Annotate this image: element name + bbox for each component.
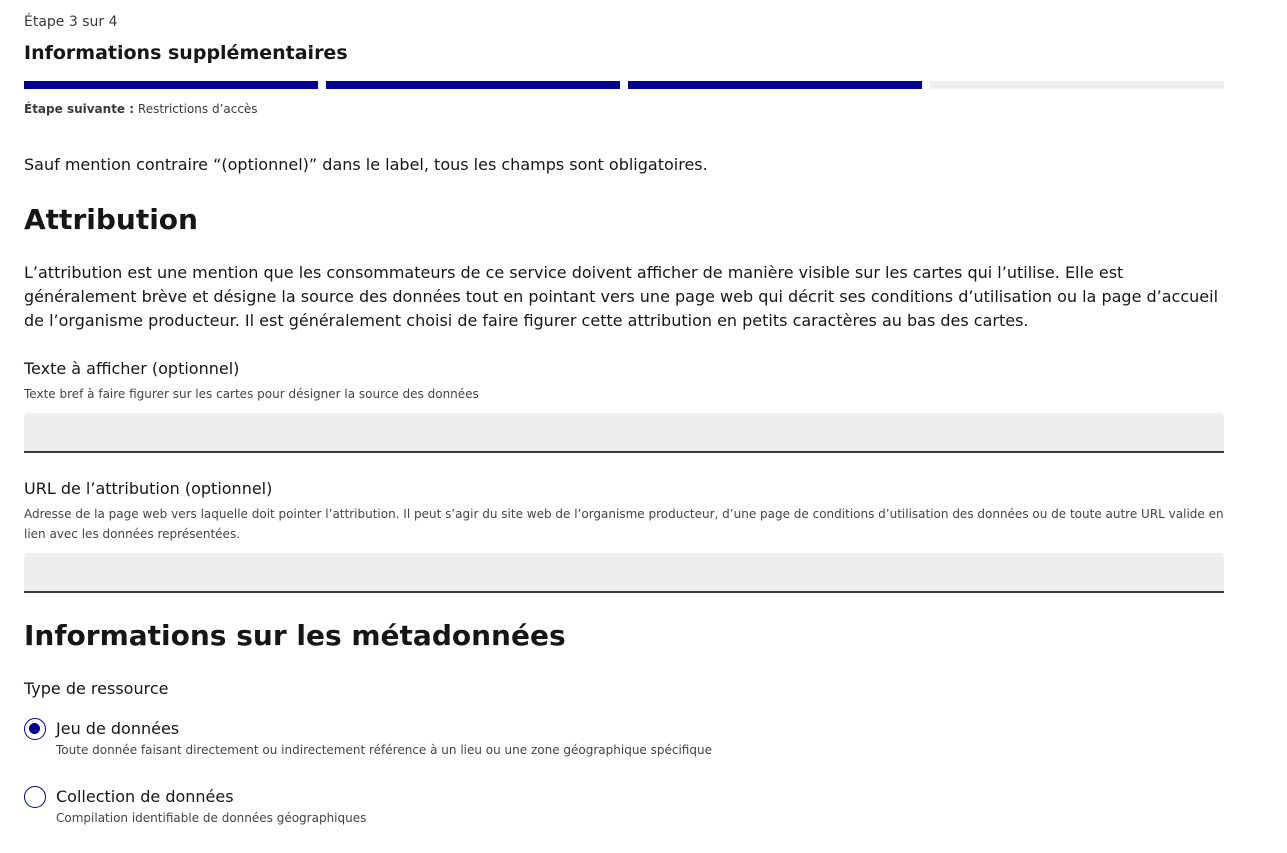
- attribution-url-hint: Adresse de la page web vers laquelle doit pointer l’attribution. Il peut s’agir du site web de l’organisme producteur, d’une page de conditions d’utilisation des données ou de toute autre URL valide en lien avec les données représentées.: [24, 507, 1224, 541]
- metadata-heading: Informations sur les métadonnées: [24, 619, 566, 652]
- radio-option-dataset[interactable]: [24, 718, 712, 760]
- step-segment-2: [326, 81, 620, 89]
- radio-hint-dataset: Toute donnée faisant directement ou indirectement référence à un lieu ou une zone géographique spécifique: [56, 743, 712, 757]
- radio-label-collection[interactable]: Collection de données: [56, 787, 234, 806]
- resource-type-legend: Type de ressource: [24, 679, 169, 698]
- attribution-description: L’attribution est une mention que les consommateurs de ce service doivent afficher de manière visible sur les cartes qui l’utilise. Elle est généralement brève et désigne la source des données tout en pointant vers une page web qui décrit ses conditions d’utilisation ou la page d’accueil de l’organisme producteur. Il est généralement choisi de faire figurer cette attribution en petits caractères au bas des cartes.: [24, 263, 1219, 330]
- attribution-heading: Attribution: [24, 203, 198, 236]
- attribution-text-input[interactable]: [24, 413, 1224, 453]
- next-step-value: Restrictions d’accès: [137, 102, 258, 116]
- step-segment-3: [628, 81, 922, 89]
- step-progress-bar: [24, 81, 1224, 89]
- attribution-url-label: URL de l’attribution (optionnel): [24, 479, 273, 498]
- radio-button-dataset[interactable]: [24, 718, 46, 740]
- radio-label-dataset[interactable]: Jeu de données: [56, 719, 180, 738]
- required-fields-notice: Sauf mention contraire “(optionnel)” dans le label, tous les champs sont obligatoires.: [24, 155, 708, 174]
- attribution-text-hint: Texte bref à faire figurer sur les cartes pour désigner la source des données: [24, 387, 479, 401]
- attribution-text-label: Texte à afficher (optionnel): [24, 359, 240, 378]
- radio-option-collection[interactable]: [24, 786, 366, 828]
- step-segment-1: [24, 81, 318, 89]
- attribution-url-input[interactable]: [24, 553, 1224, 593]
- next-step-label: Étape suivante :: [24, 102, 135, 116]
- step-segment-4: [930, 81, 1224, 89]
- radio-button-collection[interactable]: [24, 786, 46, 808]
- step-title: Informations supplémentaires: [24, 42, 348, 64]
- radio-hint-collection: Compilation identifiable de données géographiques: [56, 811, 367, 825]
- step-counter: Étape 3 sur 4: [24, 14, 118, 30]
- next-step-info: [24, 102, 258, 116]
